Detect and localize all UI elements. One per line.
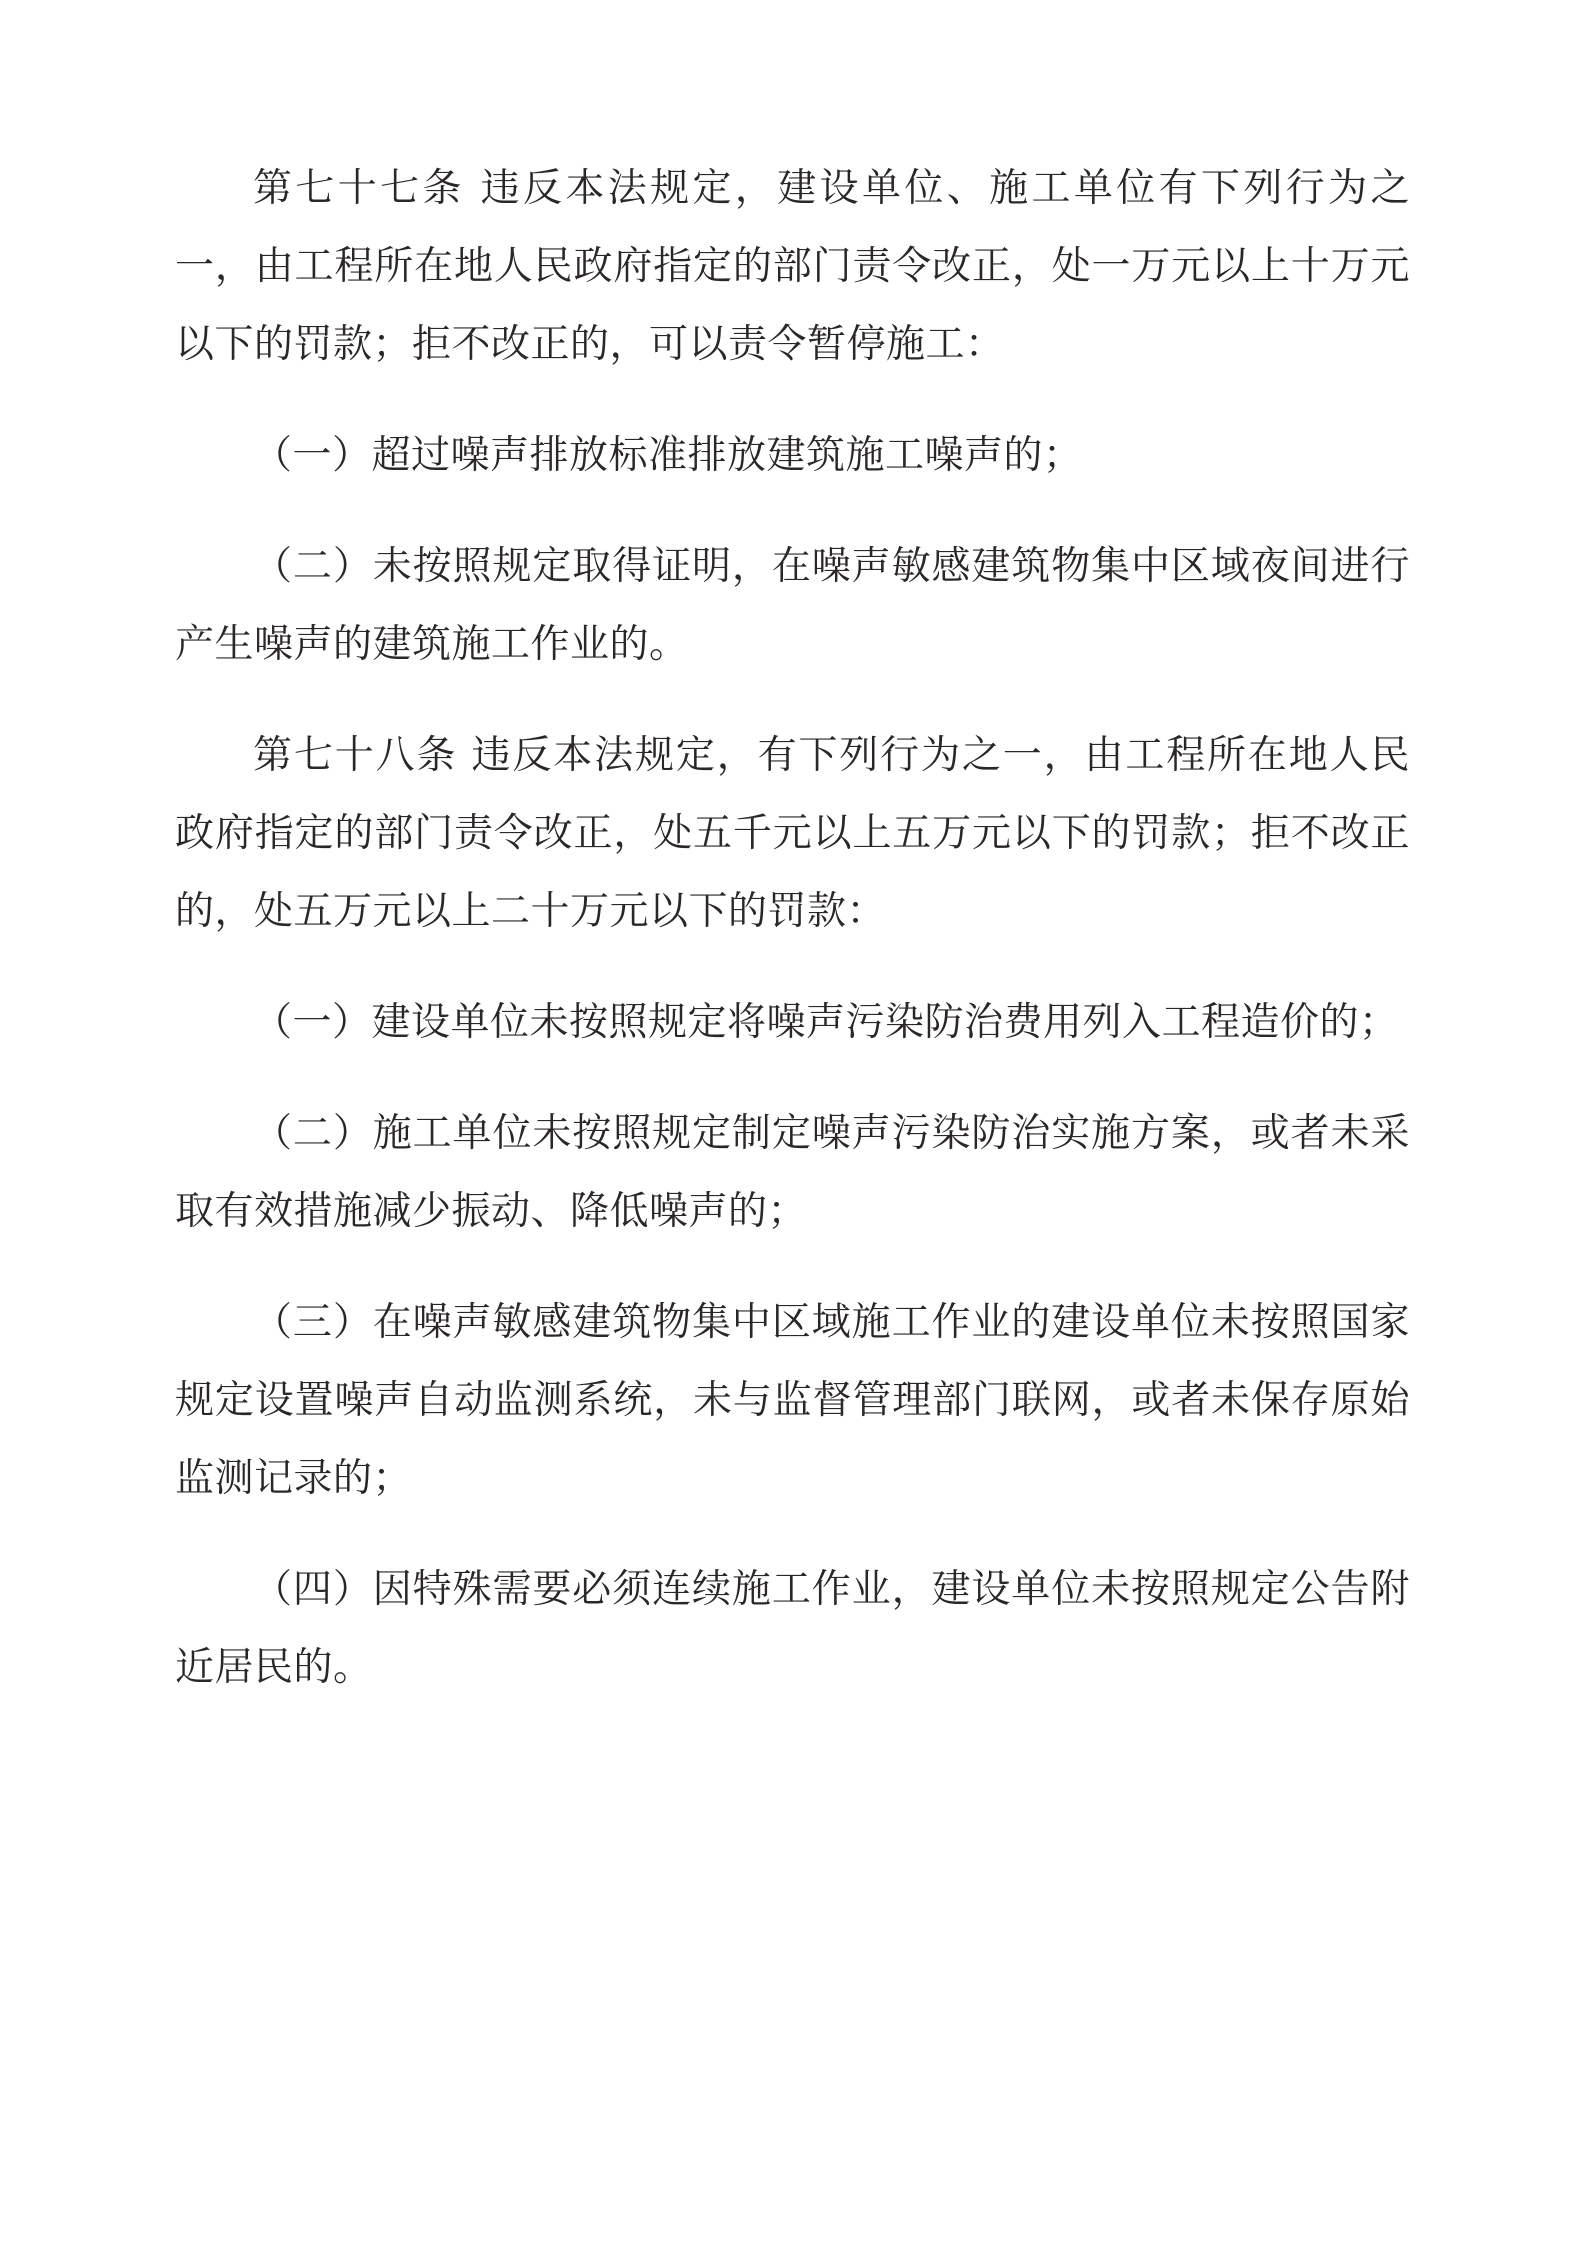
paragraph-article-78-item-4: （四）因特殊需要必须连续施工作业，建设单位未按照规定公告附近居民的。 [175,1567,1410,1690]
paragraph-article-77-item-2: （二）未按照规定取得证明，在噪声敏感建筑物集中区域夜间进行产生噪声的建筑施工作业的。 [175,544,1410,667]
paragraph-article-78-item-2: （二）施工单位未按照规定制定噪声污染防治实施方案，或者未采取有效措施减少振动、降低噪声的； [175,1111,1410,1234]
paragraph-article-78-item-3: （三）在噪声敏感建筑物集中区域施工作业的建设单位未按照国家规定设置噪声自动监测系统，未与监督管理部门联网，或者未保存原始监测记录的； [175,1300,1410,1501]
paragraph-article-78-item-1: （一）建设单位未按照规定将噪声污染防治费用列入工程造价的； [253,1000,1399,1045]
paragraph-article-77-lead: 第七十七条 违反本法规定，建设单位、施工单位有下列行为之一，由工程所在地人民政府指定的部门责令改正，处一万元以上十万元以下的罚款；拒不改正的，可以责令暂停施工： [175,166,1410,367]
document-body [175,150,1410,1707]
paragraph-article-78-lead: 第七十八条 违反本法规定，有下列行为之一，由工程所在地人民政府指定的部门责令改正，处五千元以上五万元以下的罚款；拒不改正的，处五万元以上二十万元以下的罚款： [175,733,1410,934]
paragraph-article-77-item-1: （一）超过噪声排放标准排放建筑施工噪声的； [253,433,1083,478]
